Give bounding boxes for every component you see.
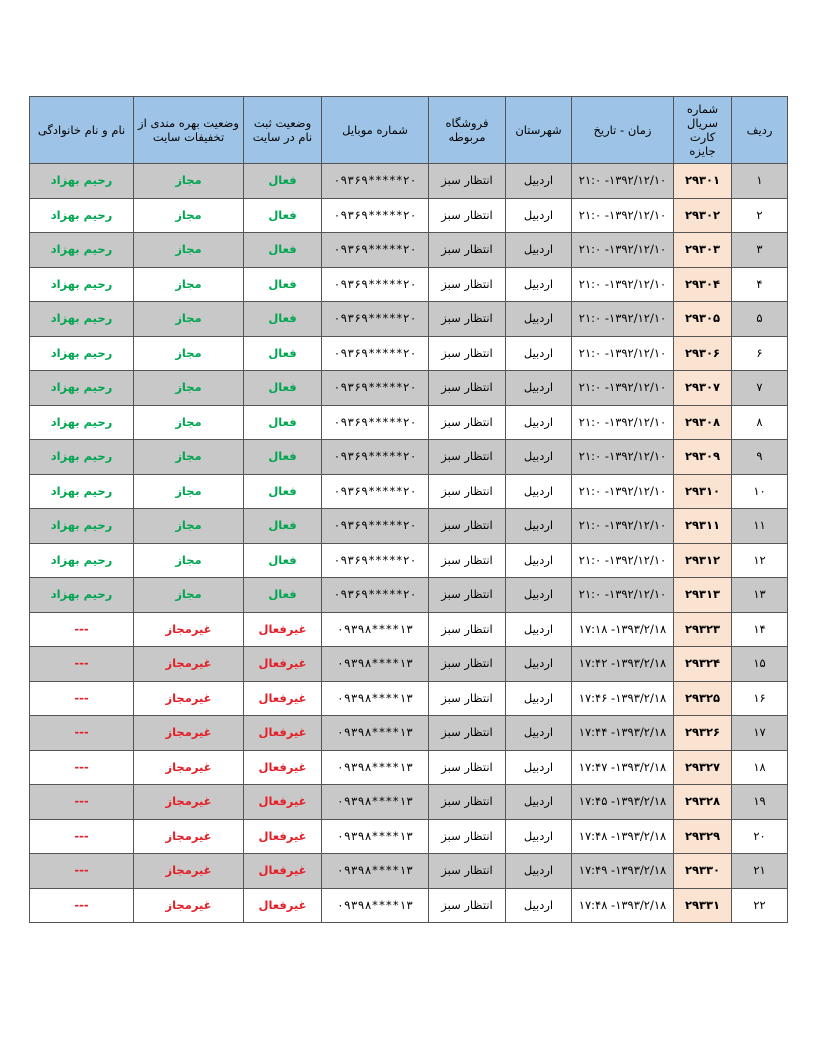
cell-benefit: غیرمجاز <box>134 716 244 751</box>
cell-registration: فعال <box>244 543 322 578</box>
cell-serial: ۲۹۳۰۳ <box>674 233 732 268</box>
cell-registration: غیرفعال <box>244 716 322 751</box>
cell-row-number: ۲ <box>732 198 788 233</box>
cell-mobile: ۰۹۳۶۹*****۲۰ <box>322 336 429 371</box>
cell-date: ۱۳۹۲/۱۲/۱۰- ۲۱:۰ <box>572 198 674 233</box>
cell-name: --- <box>30 647 134 682</box>
cell-serial: ۲۹۳۲۴ <box>674 647 732 682</box>
cell-city: اردبیل <box>506 785 572 820</box>
cell-registration: غیرفعال <box>244 612 322 647</box>
cell-mobile: ۰۹۳۶۹*****۲۰ <box>322 164 429 199</box>
cell-registration: فعال <box>244 509 322 544</box>
cell-mobile: ۰۹۳۹۸****۱۳ <box>322 750 429 785</box>
cell-mobile: ۰۹۳۶۹*****۲۰ <box>322 302 429 337</box>
cell-registration: غیرفعال <box>244 681 322 716</box>
cell-row-number: ۱۳ <box>732 578 788 613</box>
cell-mobile: ۰۹۳۹۸****۱۳ <box>322 854 429 889</box>
cell-registration: فعال <box>244 336 322 371</box>
cell-name: --- <box>30 750 134 785</box>
table-row <box>30 371 788 406</box>
table-row <box>30 716 788 751</box>
cell-serial: ۲۹۳۱۳ <box>674 578 732 613</box>
header-cell-name: نام و نام خانوادگی <box>30 97 134 164</box>
cell-name: رحیم بهزاد <box>30 440 134 475</box>
cell-serial: ۲۹۳۲۷ <box>674 750 732 785</box>
header-row <box>30 97 788 164</box>
cell-serial: ۲۹۳۲۵ <box>674 681 732 716</box>
cell-benefit: غیرمجاز <box>134 750 244 785</box>
header-cell-benefit: وضعیت بهره مندی از تخفیفات سایت <box>134 97 244 164</box>
cell-serial: ۲۹۳۰۵ <box>674 302 732 337</box>
table-row <box>30 750 788 785</box>
cell-serial: ۲۹۳۲۳ <box>674 612 732 647</box>
cell-serial: ۲۹۳۰۶ <box>674 336 732 371</box>
cell-row-number: ۷ <box>732 371 788 406</box>
cell-benefit: مجاز <box>134 578 244 613</box>
cell-benefit: مجاز <box>134 302 244 337</box>
cell-benefit: مجاز <box>134 543 244 578</box>
cell-date: ۱۳۹۳/۲/۱۸- ۱۷:۴۹ <box>572 854 674 889</box>
cell-store: انتظار سبز <box>429 164 506 199</box>
cell-name: رحیم بهزاد <box>30 509 134 544</box>
cell-name: رحیم بهزاد <box>30 164 134 199</box>
cell-serial: ۲۹۳۲۸ <box>674 785 732 820</box>
cell-name: --- <box>30 819 134 854</box>
cell-city: اردبیل <box>506 612 572 647</box>
cell-serial: ۲۹۳۲۹ <box>674 819 732 854</box>
cell-row-number: ۲۱ <box>732 854 788 889</box>
cell-date: ۱۳۹۲/۱۲/۱۰- ۲۱:۰ <box>572 440 674 475</box>
cell-row-number: ۱۵ <box>732 647 788 682</box>
cell-store: انتظار سبز <box>429 888 506 923</box>
cell-mobile: ۰۹۳۹۸****۱۳ <box>322 888 429 923</box>
cell-store: انتظار سبز <box>429 405 506 440</box>
cell-row-number: ۹ <box>732 440 788 475</box>
cell-city: اردبیل <box>506 233 572 268</box>
table-row <box>30 819 788 854</box>
cell-date: ۱۳۹۲/۱۲/۱۰- ۲۱:۰ <box>572 267 674 302</box>
cell-row-number: ۱۸ <box>732 750 788 785</box>
cell-mobile: ۰۹۳۹۸****۱۳ <box>322 681 429 716</box>
cell-date: ۱۳۹۲/۱۲/۱۰- ۲۱:۰ <box>572 474 674 509</box>
cell-mobile: ۰۹۳۶۹*****۲۰ <box>322 233 429 268</box>
cell-serial: ۲۹۳۲۶ <box>674 716 732 751</box>
cell-date: ۱۳۹۳/۲/۱۸- ۱۷:۴۸ <box>572 888 674 923</box>
cell-mobile: ۰۹۳۶۹*****۲۰ <box>322 509 429 544</box>
cell-store: انتظار سبز <box>429 233 506 268</box>
cell-serial: ۲۹۳۰۱ <box>674 164 732 199</box>
cell-mobile: ۰۹۳۶۹*****۲۰ <box>322 371 429 406</box>
cell-city: اردبیل <box>506 578 572 613</box>
cell-city: اردبیل <box>506 440 572 475</box>
cell-city: اردبیل <box>506 716 572 751</box>
cell-mobile: ۰۹۳۶۹*****۲۰ <box>322 578 429 613</box>
cell-city: اردبیل <box>506 509 572 544</box>
cell-city: اردبیل <box>506 267 572 302</box>
cell-date: ۱۳۹۳/۲/۱۸- ۱۷:۴۸ <box>572 819 674 854</box>
cell-city: اردبیل <box>506 819 572 854</box>
table-row <box>30 233 788 268</box>
cell-name: رحیم بهزاد <box>30 302 134 337</box>
cell-name: رحیم بهزاد <box>30 578 134 613</box>
cell-name: رحیم بهزاد <box>30 371 134 406</box>
table-row <box>30 164 788 199</box>
table-row <box>30 578 788 613</box>
header-cell-registration: وضعیت ثبت نام در سایت <box>244 97 322 164</box>
table-row <box>30 681 788 716</box>
cell-city: اردبیل <box>506 474 572 509</box>
cell-city: اردبیل <box>506 164 572 199</box>
cell-date: ۱۳۹۳/۲/۱۸- ۱۷:۴۷ <box>572 750 674 785</box>
cell-benefit: غیرمجاز <box>134 854 244 889</box>
cell-mobile: ۰۹۳۹۸****۱۳ <box>322 647 429 682</box>
cell-row-number: ۱ <box>732 164 788 199</box>
cell-date: ۱۳۹۲/۱۲/۱۰- ۲۱:۰ <box>572 233 674 268</box>
cell-name: رحیم بهزاد <box>30 543 134 578</box>
cell-store: انتظار سبز <box>429 474 506 509</box>
cell-store: انتظار سبز <box>429 336 506 371</box>
cell-benefit: غیرمجاز <box>134 819 244 854</box>
table-row <box>30 647 788 682</box>
cell-name: رحیم بهزاد <box>30 336 134 371</box>
cell-name: --- <box>30 716 134 751</box>
table-row <box>30 888 788 923</box>
table-row <box>30 198 788 233</box>
cell-city: اردبیل <box>506 302 572 337</box>
cell-date: ۱۳۹۲/۱۲/۱۰- ۲۱:۰ <box>572 302 674 337</box>
cell-row-number: ۱۷ <box>732 716 788 751</box>
cell-registration: غیرفعال <box>244 750 322 785</box>
table-row <box>30 302 788 337</box>
cell-registration: غیرفعال <box>244 647 322 682</box>
cell-city: اردبیل <box>506 371 572 406</box>
cell-mobile: ۰۹۳۶۹*****۲۰ <box>322 198 429 233</box>
cell-registration: فعال <box>244 440 322 475</box>
cell-city: اردبیل <box>506 681 572 716</box>
cell-benefit: مجاز <box>134 267 244 302</box>
cell-mobile: ۰۹۳۶۹*****۲۰ <box>322 543 429 578</box>
cell-store: انتظار سبز <box>429 750 506 785</box>
cell-store: انتظار سبز <box>429 819 506 854</box>
table-row <box>30 474 788 509</box>
cell-mobile: ۰۹۳۹۸****۱۳ <box>322 819 429 854</box>
cell-registration: فعال <box>244 198 322 233</box>
cell-registration: غیرفعال <box>244 854 322 889</box>
cell-store: انتظار سبز <box>429 440 506 475</box>
cell-name: --- <box>30 681 134 716</box>
cell-date: ۱۳۹۲/۱۲/۱۰- ۲۱:۰ <box>572 164 674 199</box>
cell-registration: فعال <box>244 267 322 302</box>
table-body <box>30 164 788 923</box>
table-row <box>30 543 788 578</box>
cell-registration: فعال <box>244 233 322 268</box>
table-row <box>30 509 788 544</box>
cell-store: انتظار سبز <box>429 543 506 578</box>
cell-city: اردبیل <box>506 888 572 923</box>
cell-row-number: ۱۰ <box>732 474 788 509</box>
cell-mobile: ۰۹۳۶۹*****۲۰ <box>322 474 429 509</box>
cell-date: ۱۳۹۳/۲/۱۸- ۱۷:۴۴ <box>572 716 674 751</box>
cell-store: انتظار سبز <box>429 371 506 406</box>
cell-date: ۱۳۹۲/۱۲/۱۰- ۲۱:۰ <box>572 543 674 578</box>
cell-store: انتظار سبز <box>429 647 506 682</box>
cell-name: رحیم بهزاد <box>30 198 134 233</box>
cell-serial: ۲۹۳۰۲ <box>674 198 732 233</box>
cell-date: ۱۳۹۲/۱۲/۱۰- ۲۱:۰ <box>572 336 674 371</box>
table-row <box>30 267 788 302</box>
cell-date: ۱۳۹۳/۲/۱۸- ۱۷:۴۶ <box>572 681 674 716</box>
cell-name: --- <box>30 854 134 889</box>
header-cell-city: شهرستان <box>506 97 572 164</box>
cell-registration: فعال <box>244 302 322 337</box>
cell-row-number: ۸ <box>732 405 788 440</box>
cell-registration: فعال <box>244 578 322 613</box>
cell-benefit: مجاز <box>134 198 244 233</box>
cell-name: --- <box>30 612 134 647</box>
cell-name: رحیم بهزاد <box>30 267 134 302</box>
cell-mobile: ۰۹۳۹۸****۱۳ <box>322 612 429 647</box>
cell-row-number: ۱۶ <box>732 681 788 716</box>
cell-city: اردبیل <box>506 405 572 440</box>
cell-benefit: مجاز <box>134 509 244 544</box>
cell-registration: فعال <box>244 371 322 406</box>
table-row <box>30 612 788 647</box>
cell-registration: غیرفعال <box>244 888 322 923</box>
cell-store: انتظار سبز <box>429 267 506 302</box>
cell-city: اردبیل <box>506 336 572 371</box>
header-cell-date: زمان - تاریخ <box>572 97 674 164</box>
cell-benefit: مجاز <box>134 164 244 199</box>
cell-store: انتظار سبز <box>429 198 506 233</box>
cell-date: ۱۳۹۲/۱۲/۱۰- ۲۱:۰ <box>572 578 674 613</box>
header-cell-serial: شماره سریال کارت جایزه <box>674 97 732 164</box>
cell-store: انتظار سبز <box>429 854 506 889</box>
cell-mobile: ۰۹۳۶۹*****۲۰ <box>322 267 429 302</box>
cell-name: --- <box>30 785 134 820</box>
cell-row-number: ۵ <box>732 302 788 337</box>
cell-store: انتظار سبز <box>429 681 506 716</box>
cell-name: رحیم بهزاد <box>30 474 134 509</box>
cell-row-number: ۳ <box>732 233 788 268</box>
cell-registration: فعال <box>244 405 322 440</box>
cell-row-number: ۱۲ <box>732 543 788 578</box>
cell-registration: فعال <box>244 474 322 509</box>
cell-benefit: مجاز <box>134 405 244 440</box>
cell-benefit: غیرمجاز <box>134 785 244 820</box>
cell-registration: غیرفعال <box>244 819 322 854</box>
cell-serial: ۲۹۳۱۱ <box>674 509 732 544</box>
cell-benefit: مجاز <box>134 474 244 509</box>
cell-mobile: ۰۹۳۹۸****۱۳ <box>322 785 429 820</box>
cell-row-number: ۶ <box>732 336 788 371</box>
cell-store: انتظار سبز <box>429 785 506 820</box>
cell-city: اردبیل <box>506 198 572 233</box>
cell-serial: ۲۹۳۰۹ <box>674 440 732 475</box>
cell-benefit: غیرمجاز <box>134 681 244 716</box>
header-cell-store: فروشگاه مربوطه <box>429 97 506 164</box>
cell-serial: ۲۹۳۰۴ <box>674 267 732 302</box>
cell-mobile: ۰۹۳۹۸****۱۳ <box>322 716 429 751</box>
cell-store: انتظار سبز <box>429 716 506 751</box>
cell-benefit: مجاز <box>134 336 244 371</box>
table-row <box>30 405 788 440</box>
cell-serial: ۲۹۳۳۱ <box>674 888 732 923</box>
cell-date: ۱۳۹۳/۲/۱۸- ۱۷:۴۲ <box>572 647 674 682</box>
cell-city: اردبیل <box>506 854 572 889</box>
cell-row-number: ۲۰ <box>732 819 788 854</box>
cell-name: رحیم بهزاد <box>30 233 134 268</box>
prize-card-table <box>29 96 788 923</box>
cell-store: انتظار سبز <box>429 509 506 544</box>
cell-benefit: مجاز <box>134 233 244 268</box>
cell-row-number: ۲۲ <box>732 888 788 923</box>
cell-date: ۱۳۹۲/۱۲/۱۰- ۲۱:۰ <box>572 371 674 406</box>
cell-serial: ۲۹۳۰۷ <box>674 371 732 406</box>
cell-registration: غیرفعال <box>244 785 322 820</box>
cell-serial: ۲۹۳۳۰ <box>674 854 732 889</box>
cell-date: ۱۳۹۳/۲/۱۸- ۱۷:۴۵ <box>572 785 674 820</box>
cell-name: --- <box>30 888 134 923</box>
cell-city: اردبیل <box>506 750 572 785</box>
cell-serial: ۲۹۳۱۲ <box>674 543 732 578</box>
cell-store: انتظار سبز <box>429 612 506 647</box>
cell-city: اردبیل <box>506 543 572 578</box>
cell-date: ۱۳۹۲/۱۲/۱۰- ۲۱:۰ <box>572 509 674 544</box>
cell-city: اردبیل <box>506 647 572 682</box>
cell-date: ۱۳۹۳/۲/۱۸- ۱۷:۱۸ <box>572 612 674 647</box>
cell-mobile: ۰۹۳۶۹*****۲۰ <box>322 405 429 440</box>
table-row <box>30 785 788 820</box>
table-row <box>30 854 788 889</box>
cell-date: ۱۳۹۲/۱۲/۱۰- ۲۱:۰ <box>572 405 674 440</box>
cell-benefit: مجاز <box>134 440 244 475</box>
cell-serial: ۲۹۳۰۸ <box>674 405 732 440</box>
cell-row-number: ۴ <box>732 267 788 302</box>
cell-benefit: غیرمجاز <box>134 612 244 647</box>
cell-benefit: غیرمجاز <box>134 888 244 923</box>
cell-row-number: ۱۹ <box>732 785 788 820</box>
cell-row-number: ۱۱ <box>732 509 788 544</box>
cell-registration: فعال <box>244 164 322 199</box>
header-cell-mobile: شماره موبایل <box>322 97 429 164</box>
cell-serial: ۲۹۳۱۰ <box>674 474 732 509</box>
cell-benefit: مجاز <box>134 371 244 406</box>
table-row <box>30 336 788 371</box>
cell-store: انتظار سبز <box>429 578 506 613</box>
cell-name: رحیم بهزاد <box>30 405 134 440</box>
cell-benefit: غیرمجاز <box>134 647 244 682</box>
cell-mobile: ۰۹۳۶۹*****۲۰ <box>322 440 429 475</box>
table-row <box>30 440 788 475</box>
cell-store: انتظار سبز <box>429 302 506 337</box>
cell-row-number: ۱۴ <box>732 612 788 647</box>
header-cell-row-number: ردیف <box>732 97 788 164</box>
